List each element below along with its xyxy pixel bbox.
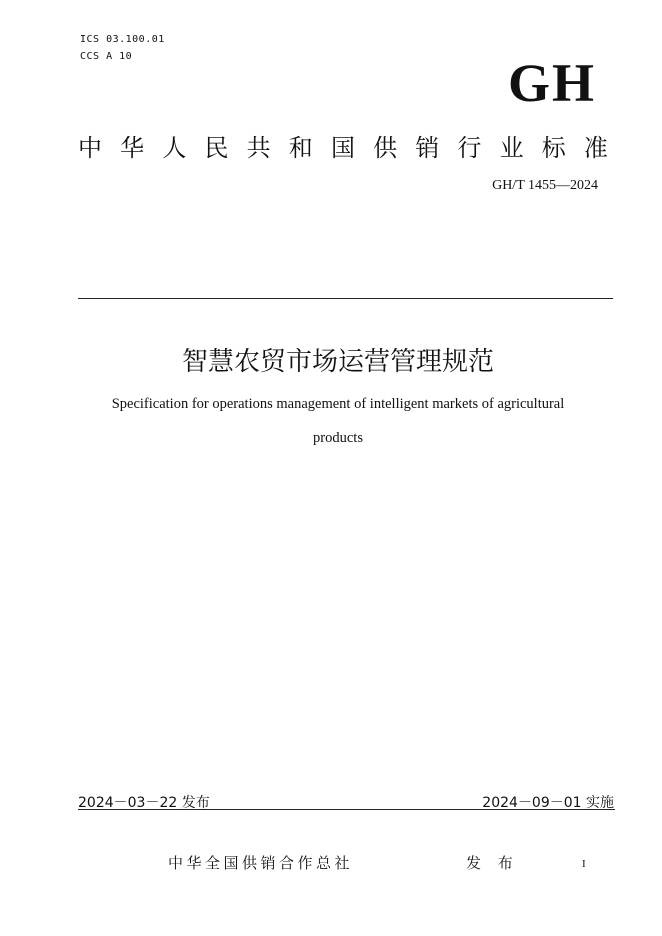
title-char: 标 bbox=[541, 134, 566, 162]
title-char: 民 bbox=[204, 134, 229, 162]
publisher-name: 中华全国供销合作总社 bbox=[168, 854, 354, 872]
title-char: 国 bbox=[330, 134, 355, 162]
top-divider bbox=[78, 298, 613, 299]
ccs-code: CCS A 10 bbox=[80, 51, 133, 62]
title-char: 销 bbox=[415, 134, 440, 162]
issue-date: 2024－03－22 发布 bbox=[78, 795, 210, 811]
bottom-divider bbox=[78, 809, 615, 810]
title-char: 供 bbox=[373, 134, 398, 162]
title-char: 中 bbox=[78, 134, 102, 162]
document-title-chinese: 智慧农贸市场运营管理规范 bbox=[181, 347, 494, 377]
standard-category-title bbox=[78, 128, 608, 163]
implementation-date: 2024－09－01 实施 bbox=[482, 795, 614, 811]
title-char: 和 bbox=[288, 134, 313, 162]
title-char: 华 bbox=[120, 134, 145, 162]
title-char: 共 bbox=[246, 134, 271, 162]
publish-label: 发 布 bbox=[466, 854, 519, 872]
title-char: 业 bbox=[499, 134, 524, 162]
ics-code: ICS 03.100.01 bbox=[80, 34, 165, 45]
document-title-english-line-1: Specification for operations management of intelligent markets of agricultural bbox=[111, 396, 565, 412]
page-number: I bbox=[582, 858, 586, 870]
title-char: 人 bbox=[162, 134, 187, 162]
standard-number: GH/T 1455—2024 bbox=[492, 178, 598, 193]
title-char: 准 bbox=[583, 134, 608, 162]
gh-logo: GH bbox=[507, 53, 596, 113]
document-title-english-line-2: products bbox=[313, 430, 363, 446]
title-char: 行 bbox=[457, 134, 482, 162]
